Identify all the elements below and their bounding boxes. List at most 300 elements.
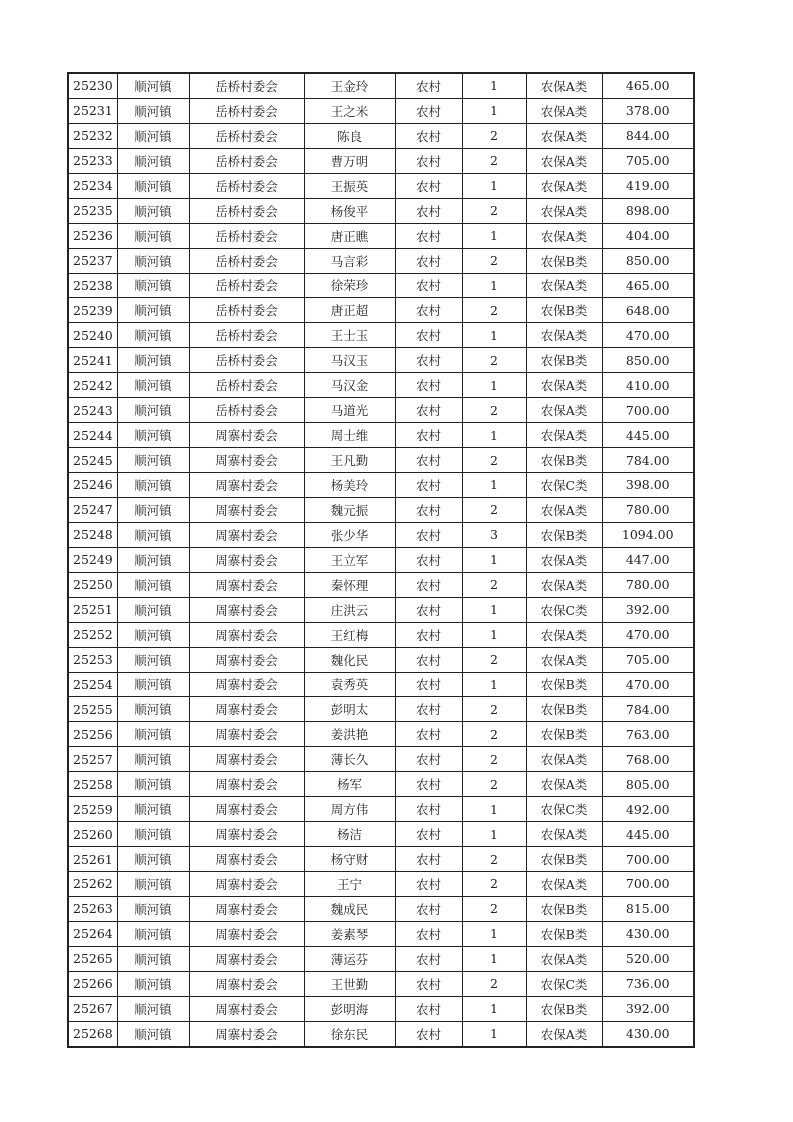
insurance-category-cell: 农保A类 <box>526 123 602 148</box>
insurance-category-cell: 农保B类 <box>526 722 602 747</box>
town-cell: 顺河镇 <box>117 348 189 373</box>
person-name-cell: 王世勤 <box>304 971 395 996</box>
table-row <box>68 747 694 772</box>
person-name-cell: 马道光 <box>304 398 395 423</box>
member-count-cell: 2 <box>462 772 526 797</box>
household-type-cell: 农村 <box>395 797 462 822</box>
village-committee-cell: 周寨村委会 <box>189 647 304 672</box>
record-id-cell: 25242 <box>68 373 117 398</box>
amount-cell: 392.00 <box>602 597 694 622</box>
member-count-cell: 1 <box>462 98 526 123</box>
person-name-cell: 杨洁 <box>304 822 395 847</box>
village-committee-cell: 周寨村委会 <box>189 971 304 996</box>
insurance-category-cell: 农保B类 <box>526 847 602 872</box>
table-row <box>68 98 694 123</box>
person-name-cell: 徐东民 <box>304 1021 395 1046</box>
person-name-cell: 马汉玉 <box>304 348 395 373</box>
member-count-cell: 1 <box>462 622 526 647</box>
village-committee-cell: 岳桥村委会 <box>189 73 304 98</box>
village-committee-cell: 周寨村委会 <box>189 996 304 1021</box>
person-name-cell: 马言彩 <box>304 248 395 273</box>
member-count-cell: 2 <box>462 572 526 597</box>
village-committee-cell: 周寨村委会 <box>189 772 304 797</box>
person-name-cell: 魏化民 <box>304 647 395 672</box>
amount-cell: 392.00 <box>602 996 694 1021</box>
town-cell: 顺河镇 <box>117 597 189 622</box>
record-id-cell: 25247 <box>68 497 117 522</box>
insurance-category-cell: 农保A类 <box>526 572 602 597</box>
member-count-cell: 2 <box>462 198 526 223</box>
person-name-cell: 王金玲 <box>304 73 395 98</box>
record-id-cell: 25252 <box>68 622 117 647</box>
insurance-category-cell: 农保B类 <box>526 248 602 273</box>
table-row <box>68 647 694 672</box>
table-row <box>68 872 694 897</box>
town-cell: 顺河镇 <box>117 248 189 273</box>
member-count-cell: 1 <box>462 921 526 946</box>
village-committee-cell: 周寨村委会 <box>189 747 304 772</box>
village-committee-cell: 周寨村委会 <box>189 896 304 921</box>
record-id-cell: 25258 <box>68 772 117 797</box>
village-committee-cell: 岳桥村委会 <box>189 323 304 348</box>
household-type-cell: 农村 <box>395 572 462 597</box>
amount-cell: 780.00 <box>602 572 694 597</box>
amount-cell: 430.00 <box>602 921 694 946</box>
amount-cell: 850.00 <box>602 248 694 273</box>
household-type-cell: 农村 <box>395 647 462 672</box>
insurance-category-cell: 农保A类 <box>526 198 602 223</box>
person-name-cell: 秦怀理 <box>304 572 395 597</box>
town-cell: 顺河镇 <box>117 522 189 547</box>
amount-cell: 378.00 <box>602 98 694 123</box>
table-row <box>68 847 694 872</box>
town-cell: 顺河镇 <box>117 423 189 448</box>
record-id-cell: 25260 <box>68 822 117 847</box>
household-type-cell: 农村 <box>395 946 462 971</box>
table-row <box>68 672 694 697</box>
town-cell: 顺河镇 <box>117 448 189 473</box>
record-id-cell: 25234 <box>68 173 117 198</box>
household-type-cell: 农村 <box>395 597 462 622</box>
member-count-cell: 1 <box>462 797 526 822</box>
table-row <box>68 921 694 946</box>
insurance-category-cell: 农保B类 <box>526 348 602 373</box>
record-id-cell: 25245 <box>68 448 117 473</box>
household-type-cell: 农村 <box>395 398 462 423</box>
town-cell: 顺河镇 <box>117 323 189 348</box>
village-committee-cell: 岳桥村委会 <box>189 348 304 373</box>
insurance-category-cell: 农保A类 <box>526 173 602 198</box>
person-name-cell: 王士玉 <box>304 323 395 348</box>
amount-cell: 447.00 <box>602 547 694 572</box>
person-name-cell: 马汉金 <box>304 373 395 398</box>
person-name-cell: 彭明海 <box>304 996 395 1021</box>
town-cell: 顺河镇 <box>117 647 189 672</box>
amount-cell: 844.00 <box>602 123 694 148</box>
record-id-cell: 25251 <box>68 597 117 622</box>
person-name-cell: 张少华 <box>304 522 395 547</box>
town-cell: 顺河镇 <box>117 273 189 298</box>
village-committee-cell: 周寨村委会 <box>189 473 304 498</box>
household-type-cell: 农村 <box>395 971 462 996</box>
member-count-cell: 1 <box>462 423 526 448</box>
insurance-category-cell: 农保B类 <box>526 921 602 946</box>
table-row <box>68 173 694 198</box>
record-id-cell: 25238 <box>68 273 117 298</box>
person-name-cell: 周士维 <box>304 423 395 448</box>
member-count-cell: 1 <box>462 273 526 298</box>
household-type-cell: 农村 <box>395 373 462 398</box>
insurance-category-cell: 农保B类 <box>526 672 602 697</box>
record-id-cell: 25236 <box>68 223 117 248</box>
amount-cell: 445.00 <box>602 822 694 847</box>
member-count-cell: 2 <box>462 348 526 373</box>
town-cell: 顺河镇 <box>117 473 189 498</box>
table-row <box>68 597 694 622</box>
town-cell: 顺河镇 <box>117 148 189 173</box>
table-row <box>68 572 694 597</box>
town-cell: 顺河镇 <box>117 622 189 647</box>
amount-cell: 780.00 <box>602 497 694 522</box>
insurance-category-cell: 农保B类 <box>526 298 602 323</box>
member-count-cell: 2 <box>462 872 526 897</box>
table-row <box>68 996 694 1021</box>
household-type-cell: 农村 <box>395 223 462 248</box>
record-id-cell: 25233 <box>68 148 117 173</box>
village-committee-cell: 周寨村委会 <box>189 822 304 847</box>
village-committee-cell: 岳桥村委会 <box>189 148 304 173</box>
town-cell: 顺河镇 <box>117 98 189 123</box>
insurance-category-cell: 农保A类 <box>526 73 602 98</box>
member-count-cell: 2 <box>462 448 526 473</box>
insurance-category-cell: 农保B类 <box>526 522 602 547</box>
insurance-category-cell: 农保C类 <box>526 597 602 622</box>
record-id-cell: 25264 <box>68 921 117 946</box>
amount-cell: 430.00 <box>602 1021 694 1046</box>
person-name-cell: 杨军 <box>304 772 395 797</box>
insurance-category-cell: 农保C类 <box>526 797 602 822</box>
household-type-cell: 农村 <box>395 248 462 273</box>
household-type-cell: 农村 <box>395 722 462 747</box>
member-count-cell: 1 <box>462 996 526 1021</box>
town-cell: 顺河镇 <box>117 73 189 98</box>
household-type-cell: 农村 <box>395 497 462 522</box>
village-committee-cell: 周寨村委会 <box>189 921 304 946</box>
record-id-cell: 25248 <box>68 522 117 547</box>
record-id-cell: 25262 <box>68 872 117 897</box>
member-count-cell: 1 <box>462 473 526 498</box>
member-count-cell: 1 <box>462 672 526 697</box>
amount-cell: 465.00 <box>602 73 694 98</box>
member-count-cell: 2 <box>462 722 526 747</box>
person-name-cell: 王宁 <box>304 872 395 897</box>
town-cell: 顺河镇 <box>117 896 189 921</box>
insurance-category-cell: 农保A类 <box>526 98 602 123</box>
member-count-cell: 1 <box>462 323 526 348</box>
town-cell: 顺河镇 <box>117 921 189 946</box>
amount-cell: 1094.00 <box>602 522 694 547</box>
village-committee-cell: 周寨村委会 <box>189 672 304 697</box>
person-name-cell: 魏元振 <box>304 497 395 522</box>
table-row <box>68 1021 694 1046</box>
town-cell: 顺河镇 <box>117 298 189 323</box>
insurance-category-cell: 农保A类 <box>526 373 602 398</box>
insurance-category-cell: 农保B类 <box>526 896 602 921</box>
village-committee-cell: 岳桥村委会 <box>189 398 304 423</box>
member-count-cell: 2 <box>462 847 526 872</box>
record-id-cell: 25241 <box>68 348 117 373</box>
household-type-cell: 农村 <box>395 423 462 448</box>
table-row <box>68 273 694 298</box>
person-name-cell: 陈良 <box>304 123 395 148</box>
table-row <box>68 348 694 373</box>
record-id-cell: 25244 <box>68 423 117 448</box>
person-name-cell: 王凡勤 <box>304 448 395 473</box>
member-count-cell: 1 <box>462 822 526 847</box>
member-count-cell: 2 <box>462 248 526 273</box>
village-committee-cell: 周寨村委会 <box>189 448 304 473</box>
town-cell: 顺河镇 <box>117 1021 189 1046</box>
town-cell: 顺河镇 <box>117 173 189 198</box>
record-id-cell: 25243 <box>68 398 117 423</box>
record-id-cell: 25230 <box>68 73 117 98</box>
household-type-cell: 农村 <box>395 148 462 173</box>
table-row <box>68 73 694 98</box>
insurance-category-cell: 农保A类 <box>526 747 602 772</box>
town-cell: 顺河镇 <box>117 497 189 522</box>
table-row <box>68 772 694 797</box>
town-cell: 顺河镇 <box>117 797 189 822</box>
town-cell: 顺河镇 <box>117 373 189 398</box>
amount-cell: 398.00 <box>602 473 694 498</box>
amount-cell: 815.00 <box>602 896 694 921</box>
record-id-cell: 25256 <box>68 722 117 747</box>
insurance-category-cell: 农保A类 <box>526 1021 602 1046</box>
household-type-cell: 农村 <box>395 448 462 473</box>
insurance-category-cell: 农保B类 <box>526 697 602 722</box>
person-name-cell: 曹万明 <box>304 148 395 173</box>
person-name-cell: 王红梅 <box>304 622 395 647</box>
record-id-cell: 25265 <box>68 946 117 971</box>
insurance-category-cell: 农保A类 <box>526 223 602 248</box>
table-row <box>68 946 694 971</box>
village-committee-cell: 周寨村委会 <box>189 697 304 722</box>
household-type-cell: 农村 <box>395 547 462 572</box>
table-row <box>68 398 694 423</box>
household-type-cell: 农村 <box>395 123 462 148</box>
household-type-cell: 农村 <box>395 996 462 1021</box>
insurance-category-cell: 农保A类 <box>526 423 602 448</box>
amount-cell: 520.00 <box>602 946 694 971</box>
village-committee-cell: 周寨村委会 <box>189 423 304 448</box>
record-id-cell: 25239 <box>68 298 117 323</box>
household-type-cell: 农村 <box>395 323 462 348</box>
table-row <box>68 248 694 273</box>
town-cell: 顺河镇 <box>117 398 189 423</box>
insurance-category-cell: 农保A类 <box>526 323 602 348</box>
insurance-category-cell: 农保A类 <box>526 622 602 647</box>
household-type-cell: 农村 <box>395 772 462 797</box>
insurance-category-cell: 农保A类 <box>526 497 602 522</box>
amount-cell: 470.00 <box>602 672 694 697</box>
record-id-cell: 25235 <box>68 198 117 223</box>
table-row <box>68 797 694 822</box>
village-committee-cell: 周寨村委会 <box>189 946 304 971</box>
person-name-cell: 王立军 <box>304 547 395 572</box>
table-row <box>68 198 694 223</box>
record-id-cell: 25263 <box>68 896 117 921</box>
town-cell: 顺河镇 <box>117 872 189 897</box>
insurance-category-cell: 农保C类 <box>526 971 602 996</box>
table-row <box>68 722 694 747</box>
member-count-cell: 1 <box>462 1021 526 1046</box>
member-count-cell: 1 <box>462 946 526 971</box>
record-id-cell: 25253 <box>68 647 117 672</box>
amount-cell: 700.00 <box>602 398 694 423</box>
town-cell: 顺河镇 <box>117 946 189 971</box>
table-row <box>68 896 694 921</box>
village-committee-cell: 周寨村委会 <box>189 872 304 897</box>
table-row <box>68 547 694 572</box>
person-name-cell: 杨守财 <box>304 847 395 872</box>
record-id-cell: 25246 <box>68 473 117 498</box>
insurance-category-cell: 农保A类 <box>526 547 602 572</box>
household-type-cell: 农村 <box>395 198 462 223</box>
records-table <box>67 72 695 1048</box>
household-type-cell: 农村 <box>395 522 462 547</box>
village-committee-cell: 岳桥村委会 <box>189 373 304 398</box>
person-name-cell: 王振英 <box>304 173 395 198</box>
insurance-category-cell: 农保A类 <box>526 872 602 897</box>
table-row <box>68 223 694 248</box>
household-type-cell: 农村 <box>395 822 462 847</box>
record-id-cell: 25237 <box>68 248 117 273</box>
record-id-cell: 25240 <box>68 323 117 348</box>
amount-cell: 700.00 <box>602 847 694 872</box>
insurance-category-cell: 农保A类 <box>526 398 602 423</box>
household-type-cell: 农村 <box>395 697 462 722</box>
household-type-cell: 农村 <box>395 847 462 872</box>
person-name-cell: 姜素琴 <box>304 921 395 946</box>
amount-cell: 768.00 <box>602 747 694 772</box>
insurance-category-cell: 农保A类 <box>526 148 602 173</box>
amount-cell: 736.00 <box>602 971 694 996</box>
village-committee-cell: 周寨村委会 <box>189 547 304 572</box>
town-cell: 顺河镇 <box>117 697 189 722</box>
member-count-cell: 1 <box>462 173 526 198</box>
town-cell: 顺河镇 <box>117 722 189 747</box>
amount-cell: 705.00 <box>602 647 694 672</box>
table-row <box>68 123 694 148</box>
record-id-cell: 25255 <box>68 697 117 722</box>
person-name-cell: 徐荣珍 <box>304 273 395 298</box>
table-row <box>68 522 694 547</box>
table-row <box>68 373 694 398</box>
town-cell: 顺河镇 <box>117 772 189 797</box>
village-committee-cell: 周寨村委会 <box>189 1021 304 1046</box>
household-type-cell: 农村 <box>395 622 462 647</box>
household-type-cell: 农村 <box>395 73 462 98</box>
record-id-cell: 25261 <box>68 847 117 872</box>
record-id-cell: 25231 <box>68 98 117 123</box>
village-committee-cell: 周寨村委会 <box>189 497 304 522</box>
person-name-cell: 王之米 <box>304 98 395 123</box>
member-count-cell: 2 <box>462 697 526 722</box>
amount-cell: 763.00 <box>602 722 694 747</box>
town-cell: 顺河镇 <box>117 672 189 697</box>
record-id-cell: 25232 <box>68 123 117 148</box>
insurance-category-cell: 农保A类 <box>526 946 602 971</box>
amount-cell: 805.00 <box>602 772 694 797</box>
member-count-cell: 1 <box>462 547 526 572</box>
town-cell: 顺河镇 <box>117 822 189 847</box>
member-count-cell: 2 <box>462 896 526 921</box>
amount-cell: 404.00 <box>602 223 694 248</box>
town-cell: 顺河镇 <box>117 971 189 996</box>
town-cell: 顺河镇 <box>117 572 189 597</box>
insurance-category-cell: 农保A类 <box>526 273 602 298</box>
record-id-cell: 25254 <box>68 672 117 697</box>
member-count-cell: 2 <box>462 298 526 323</box>
person-name-cell: 魏成民 <box>304 896 395 921</box>
village-committee-cell: 岳桥村委会 <box>189 123 304 148</box>
person-name-cell: 姜洪艳 <box>304 722 395 747</box>
member-count-cell: 2 <box>462 123 526 148</box>
person-name-cell: 杨美玲 <box>304 473 395 498</box>
household-type-cell: 农村 <box>395 896 462 921</box>
village-committee-cell: 岳桥村委会 <box>189 223 304 248</box>
record-id-cell: 25250 <box>68 572 117 597</box>
amount-cell: 419.00 <box>602 173 694 198</box>
amount-cell: 898.00 <box>602 198 694 223</box>
household-type-cell: 农村 <box>395 173 462 198</box>
table-row <box>68 448 694 473</box>
amount-cell: 705.00 <box>602 148 694 173</box>
member-count-cell: 1 <box>462 373 526 398</box>
household-type-cell: 农村 <box>395 273 462 298</box>
amount-cell: 784.00 <box>602 697 694 722</box>
town-cell: 顺河镇 <box>117 996 189 1021</box>
town-cell: 顺河镇 <box>117 123 189 148</box>
table-row <box>68 298 694 323</box>
amount-cell: 784.00 <box>602 448 694 473</box>
household-type-cell: 农村 <box>395 348 462 373</box>
amount-cell: 410.00 <box>602 373 694 398</box>
record-id-cell: 25267 <box>68 996 117 1021</box>
village-committee-cell: 周寨村委会 <box>189 847 304 872</box>
town-cell: 顺河镇 <box>117 547 189 572</box>
town-cell: 顺河镇 <box>117 198 189 223</box>
household-type-cell: 农村 <box>395 672 462 697</box>
record-id-cell: 25259 <box>68 797 117 822</box>
village-committee-cell: 岳桥村委会 <box>189 98 304 123</box>
insurance-category-cell: 农保C类 <box>526 473 602 498</box>
amount-cell: 445.00 <box>602 423 694 448</box>
insurance-category-cell: 农保A类 <box>526 647 602 672</box>
person-name-cell: 薄运芬 <box>304 946 395 971</box>
person-name-cell: 庄洪云 <box>304 597 395 622</box>
household-type-cell: 农村 <box>395 98 462 123</box>
table-row <box>68 822 694 847</box>
amount-cell: 648.00 <box>602 298 694 323</box>
member-count-cell: 2 <box>462 647 526 672</box>
record-id-cell: 25266 <box>68 971 117 996</box>
table-row <box>68 323 694 348</box>
village-committee-cell: 周寨村委会 <box>189 522 304 547</box>
table-row <box>68 697 694 722</box>
village-committee-cell: 周寨村委会 <box>189 622 304 647</box>
town-cell: 顺河镇 <box>117 747 189 772</box>
